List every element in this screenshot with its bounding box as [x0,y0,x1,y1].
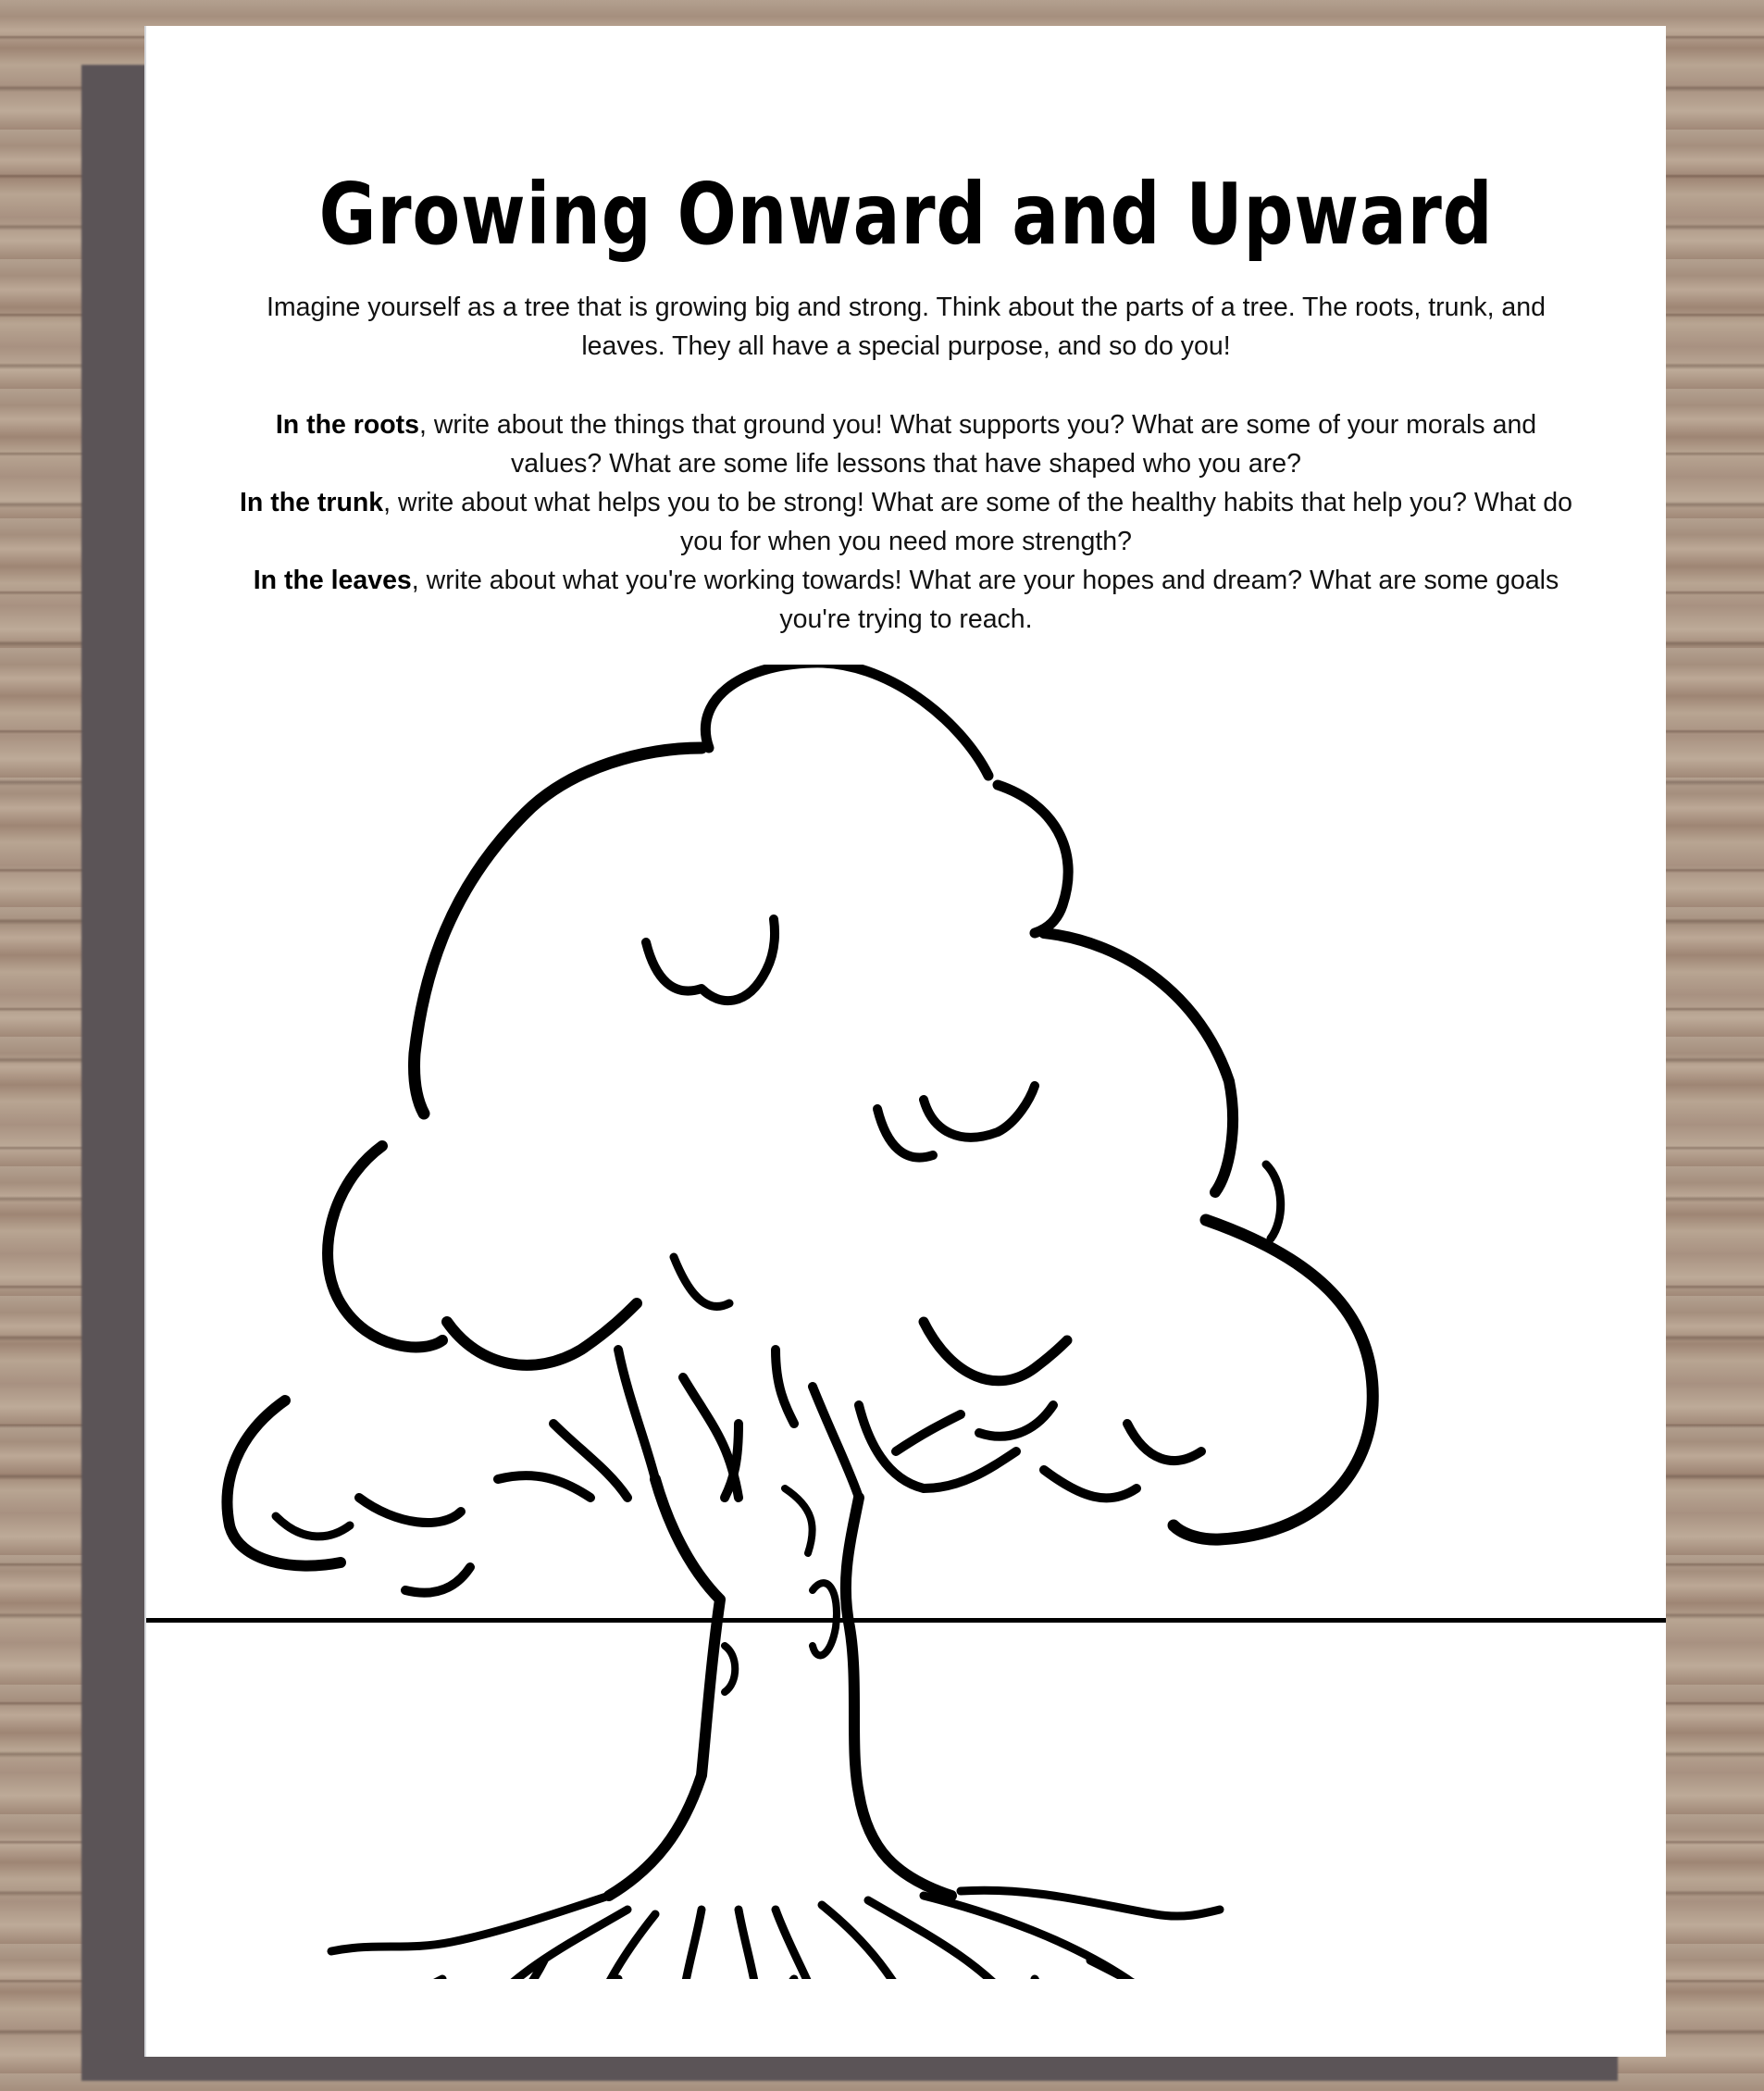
roots-text: , write about the things that ground you! What supports you? What are some of your morals and values? What are some life lessons that have shaped who you are? [419,410,1537,479]
leaves-label: In the leaves [253,566,412,595]
worksheet-page [146,26,1666,2057]
roots-instruction [230,405,1583,483]
intro-paragraph: Imagine yourself as a tree that is growing big and strong. Think about the parts of a tree. The roots, trunk, and leaves. They all have a special purpose, and so do you! [267,292,1546,361]
trunk-label: In the trunk [239,488,384,517]
instructions [230,405,1583,639]
leaves-instruction [230,561,1583,639]
roots-icon [331,1890,1220,1979]
roots-label: In the roots [275,410,419,440]
canopy-icon [228,665,1373,1593]
trunk-instruction [230,483,1583,561]
leaves-text: , write about what you're working towards! What are your hopes and dream? What are some goals you're trying to reach. [411,566,1559,634]
tree-illustration [220,665,1590,1979]
trunk-icon [609,1479,951,1896]
trunk-text: , write about what helps you to be strong! What are some of the healthy habits that help you? What do you for when you need more strength? [383,488,1572,556]
worksheet-title: Growing Onward and Upward [318,165,1494,264]
